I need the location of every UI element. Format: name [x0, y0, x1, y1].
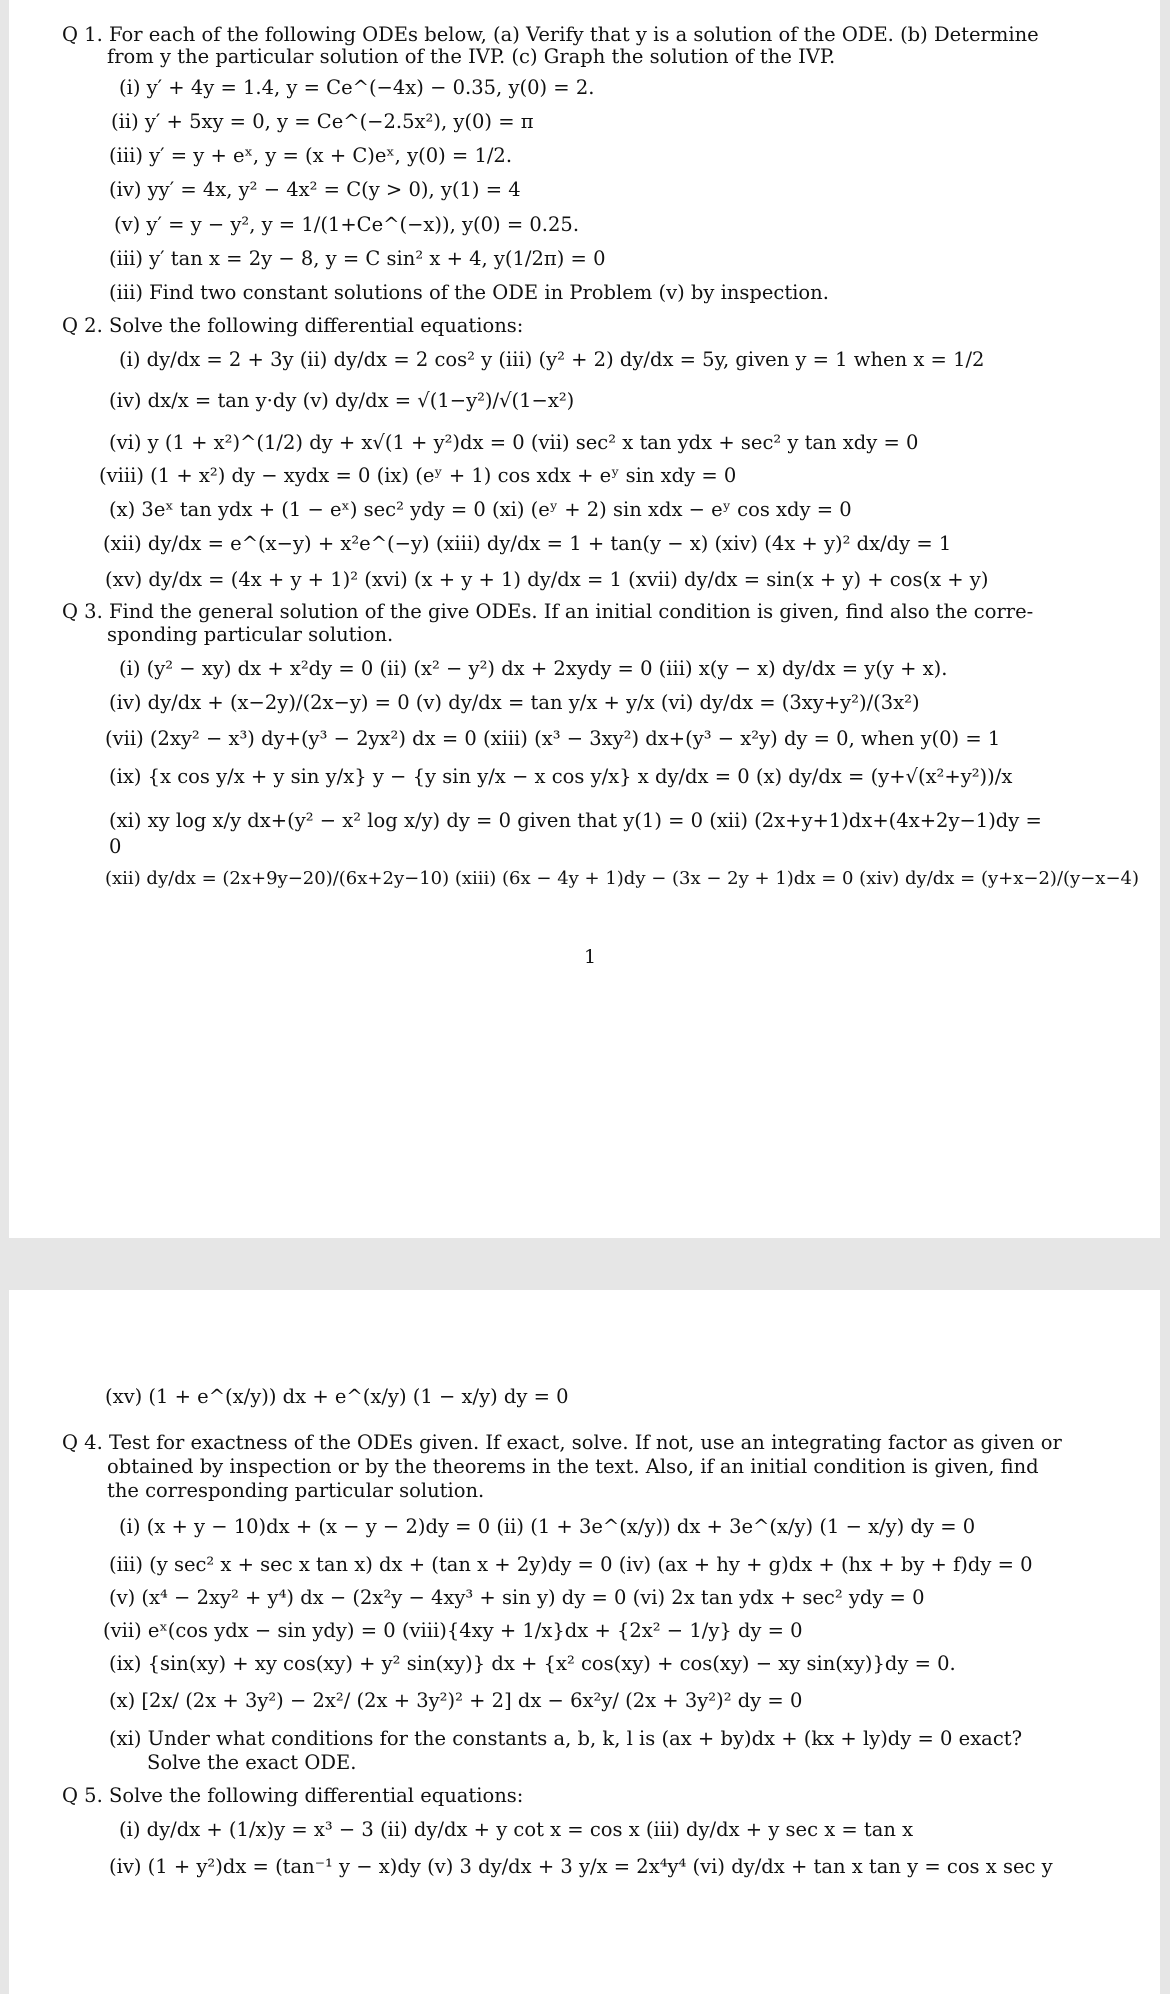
q3-item-cont: 0 — [109, 835, 122, 858]
page-1 — [9, 0, 1160, 1238]
q3-item: (ix) {x cos y/x + y sin y/x} y − {y sin y/x − x cos y/x} x dy/dx = 0 (x) dy/dx = (y+√(x²+y²))/x — [109, 765, 1013, 788]
q3-item: (iv) dy/dx + (x−2y)/(2x−y) = 0 (v) dy/dx = tan y/x + y/x (vi) dy/dx = (3xy+y²)/(3x²) — [109, 691, 920, 714]
q1-item: (iii) y′ = y + eˣ, y = (x + C)eˣ, y(0) = 1/2. — [109, 144, 513, 167]
q1-heading-cont: from y the particular solution of the IVP. (c) Graph the solution of the IVP. — [107, 45, 836, 68]
q1-item: (ii) y′ + 5xy = 0, y = Ce^(−2.5x²), y(0) = π — [111, 110, 534, 133]
q2-item: (i) dy/dx = 2 + 3y (ii) dy/dx = 2 cos² y (iii) (y² + 2) dy/dx = 5y, given y = 1 when x = 1/2 — [119, 348, 985, 371]
q2-item: (viii) (1 + x²) dy − xydx = 0 (ix) (eʸ + 1) cos xdx + eʸ sin xdy = 0 — [99, 464, 737, 487]
q1-item: (v) y′ = y − y², y = 1/(1+Ce^(−x)), y(0) = 0.25. — [114, 213, 580, 236]
q4-heading-cont: the corresponding particular solution. — [107, 1479, 485, 1502]
q2-heading: Q 2. Solve the following differential equations: — [62, 314, 524, 337]
q3-heading: Q 3. Find the general solution of the give ODEs. If an initial condition is given, find also the corre- — [62, 600, 1034, 623]
q4-item: (v) (x⁴ − 2xy² + y⁴) dx − (2x²y − 4xy³ + sin y) dy = 0 (vi) 2x tan ydx + sec² ydy = 0 — [109, 1586, 925, 1609]
q4-item: (vii) eˣ(cos ydx − sin ydy) = 0 (viii){4xy + 1/x}dx + {2x² − 1/y} dy = 0 — [103, 1619, 803, 1642]
q1-item: (iii) y′ tan x = 2y − 8, y = C sin² x + 4, y(1/2π) = 0 — [109, 247, 606, 270]
q4-item: (iii) (y sec² x + sec x tan x) dx + (tan x + 2y)dy = 0 (iv) (ax + hy + g)dx + (hx + by + f)dy = 0 — [109, 1553, 1033, 1576]
q4-item: (xi) Under what conditions for the constants a, b, k, l is (ax + by)dx + (kx + ly)dy = 0 exact? — [109, 1727, 1023, 1750]
q3-item: (xv) (1 + e^(x/y)) dx + e^(x/y) (1 − x/y) dy = 0 — [105, 1385, 569, 1408]
q2-item: (xv) dy/dx = (4x + y + 1)² (xvi) (x + y + 1) dy/dx = 1 (xvii) dy/dx = sin(x + y) + cos(x + y) — [105, 568, 989, 591]
q4-heading-cont: obtained by inspection or by the theorems in the text. Also, if an initial condition is given, find — [107, 1455, 1039, 1478]
q1-item: (i) y′ + 4y = 1.4, y = Ce^(−4x) − 0.35, y(0) = 2. — [119, 76, 595, 99]
q2-item: (vi) y (1 + x²)^(1/2) dy + x√(1 + y²)dx = 0 (vii) sec² x tan ydx + sec² y tan xdy = 0 — [109, 431, 919, 454]
q5-heading: Q 5. Solve the following differential equations: — [62, 1784, 524, 1807]
q4-item: (i) (x + y − 10)dx + (x − y − 2)dy = 0 (ii) (1 + 3e^(x/y)) dx + 3e^(x/y) (1 − x/y) dy = 0 — [119, 1515, 976, 1538]
q4-heading: Q 4. Test for exactness of the ODEs given. If exact, solve. If not, use an integrating factor as given or — [62, 1431, 1062, 1454]
q5-item: (i) dy/dx + (1/x)y = x³ − 3 (ii) dy/dx + y cot x = cos x (iii) dy/dx + y sec x = tan x — [119, 1818, 914, 1841]
q1-item: (iii) Find two constant solutions of the ODE in Problem (v) by inspection. — [109, 281, 829, 304]
q3-item: (xi) xy log x/y dx+(y² − x² log x/y) dy = 0 given that y(1) = 0 (xii) (2x+y+1)dx+(4x+2y−1)dy = — [109, 809, 1042, 832]
q1-item: (iv) yy′ = 4x, y² − 4x² = C(y > 0), y(1) = 4 — [109, 178, 521, 201]
q3-item: (vii) (2xy² − x³) dy+(y³ − 2yx²) dx = 0 (xiii) (x³ − 3xy²) dx+(y³ − x²y) dy = 0, when y(0) = 1 — [105, 727, 1001, 750]
q4-item-cont: Solve the exact ODE. — [147, 1751, 357, 1774]
q2-item: (iv) dx/x = tan y·dy (v) dy/dx = √(1−y²)/√(1−x²) — [109, 389, 575, 412]
q3-heading-cont: sponding particular solution. — [107, 623, 394, 646]
q3-item: (i) (y² − xy) dx + x²dy = 0 (ii) (x² − y²) dx + 2xydy = 0 (iii) x(y − x) dy/dx = y(y + x). — [119, 657, 948, 680]
q2-item: (xii) dy/dx = e^(x−y) + x²e^(−y) (xiii) dy/dx = 1 + tan(y − x) (xiv) (4x + y)² dx/dy = 1 — [103, 532, 952, 555]
q4-item: (ix) {sin(xy) + xy cos(xy) + y² sin(xy)} dx + {x² cos(xy) + cos(xy) − xy sin(xy)}dy = 0. — [109, 1652, 956, 1675]
q1-heading: Q 1. For each of the following ODEs below, (a) Verify that y is a solution of the ODE. (b) Determine — [62, 23, 1039, 46]
q5-item: (iv) (1 + y²)dx = (tan⁻¹ y − x)dy (v) 3 dy/dx + 3 y/x = 2x⁴y⁴ (vi) dy/dx + tan x tan y = cos x sec y — [109, 1855, 1053, 1878]
page-number: 1 — [584, 946, 597, 968]
page-2 — [9, 1290, 1160, 1994]
q4-item: (x) [2x/ (2x + 3y²) − 2x²/ (2x + 3y²)² + 2] dx − 6x²y/ (2x + 3y²)² dy = 0 — [109, 1689, 803, 1712]
q2-item: (x) 3eˣ tan ydx + (1 − eˣ) sec² ydy = 0 (xi) (eʸ + 2) sin xdx − eʸ cos xdy = 0 — [109, 498, 852, 521]
q3-item: (xii) dy/dx = (2x+9y−20)/(6x+2y−10) (xiii) (6x − 4y + 1)dy − (3x − 2y + 1)dx = 0 (xiv) dy/dx = (y+x−2)/(y−x−4) — [105, 868, 1139, 889]
